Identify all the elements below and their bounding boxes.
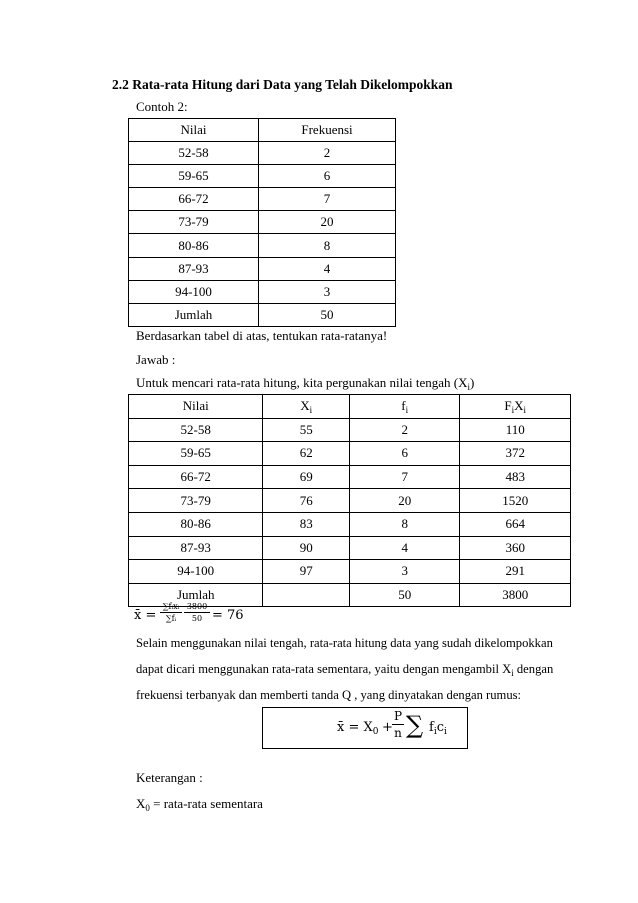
header-xi <box>263 395 350 419</box>
note-prefix: X <box>136 796 146 811</box>
paragraph-line-1: Selain menggunakan nilai tengah, rata-rata hitung data yang sudah dikelompokkan <box>136 636 553 650</box>
cell: 59-65 <box>129 165 259 188</box>
note-line-1 <box>136 796 263 813</box>
cell: 360 <box>460 536 571 560</box>
cell: 97 <box>263 560 350 584</box>
table-row <box>129 188 396 211</box>
box-lhs <box>337 720 378 737</box>
sigma-symbol: ∑ <box>406 711 424 739</box>
cell: 87-93 <box>129 536 263 560</box>
cell: 4 <box>259 257 396 280</box>
cell: Jumlah <box>129 583 263 607</box>
cell: 62 <box>263 442 350 466</box>
cell: 483 <box>460 465 571 489</box>
cell: 20 <box>259 211 396 234</box>
box-term-sub1: i <box>433 727 437 737</box>
paragraph-line-2-end: dengan <box>513 662 554 676</box>
section-heading: 2.2 Rata-rata Hitung dari Data yang Telah Dikelompokkan <box>112 77 453 92</box>
box-p: P <box>393 709 403 723</box>
cell: 7 <box>259 188 396 211</box>
box-lhs-sub: 0 <box>372 727 379 737</box>
box-n: n <box>394 726 402 740</box>
cell: 6 <box>259 165 396 188</box>
cell: 87-93 <box>129 257 259 280</box>
cell: 2 <box>350 418 460 442</box>
cell: 664 <box>460 512 571 536</box>
paragraph-line-3: frekuensi terbanyak dan memberti tanda Q , yang dinyatakan dengan rumus: <box>136 688 522 702</box>
cell: 8 <box>350 512 460 536</box>
box-term-c: c <box>436 720 444 735</box>
cell: 8 <box>259 234 396 257</box>
header-fixi-sub2: i <box>523 404 527 415</box>
midpoint-table <box>128 394 571 607</box>
mean-lhs: x̄ = <box>134 608 157 623</box>
formula-box <box>262 707 468 749</box>
cell: 90 <box>263 536 350 560</box>
cell: 83 <box>263 512 350 536</box>
cell: 52-58 <box>129 418 263 442</box>
method-text-sub: i <box>467 382 471 392</box>
header-xi-text: X <box>300 397 310 413</box>
header-nilai: Nilai <box>129 395 263 419</box>
header-frekuensi: Frekuensi <box>259 119 396 142</box>
table-row <box>129 418 571 442</box>
mean-den-value: 50 <box>191 614 203 623</box>
cell: 66-72 <box>129 188 259 211</box>
notes-label: Keterangan : <box>136 770 203 785</box>
cell: 50 <box>350 583 460 607</box>
table-row <box>129 536 571 560</box>
table-row <box>129 442 571 466</box>
cell: 69 <box>263 465 350 489</box>
method-text-main: Untuk mencari rata-rata hitung, kita pergunakan nilai tengah (X <box>136 375 468 390</box>
header-fi <box>350 395 460 419</box>
cell: 76 <box>263 489 350 513</box>
paragraph-line-2-main: dapat dicari menggunakan rata-rata sementara, yaitu dengan mengambil X <box>136 662 512 676</box>
table-row <box>129 257 396 280</box>
header-fixi <box>460 395 571 419</box>
cell <box>263 583 350 607</box>
question-text: Berdasarkan tabel di atas, tentukan rata-ratanya! <box>136 328 388 343</box>
cell: 110 <box>460 418 571 442</box>
box-term-f: f <box>429 720 434 735</box>
table-row <box>129 303 396 326</box>
header-nilai: Nilai <box>129 119 259 142</box>
example-label: Contoh 2: <box>136 99 188 114</box>
answer-label: Jawab : <box>136 352 176 367</box>
table-row <box>129 280 396 303</box>
table-row <box>129 489 571 513</box>
cell: 73-79 <box>129 489 263 513</box>
header-fixi-f: F <box>504 397 512 413</box>
cell: 4 <box>350 536 460 560</box>
table-row <box>129 142 396 165</box>
cell: 3 <box>350 560 460 584</box>
header-fi-sub: i <box>405 404 409 415</box>
paragraph-line-2-sub: i <box>511 668 514 678</box>
mean-numerator: ∑fᵢxᵢ <box>160 602 182 613</box>
frequency-table <box>128 118 396 327</box>
method-text-end: ) <box>470 375 475 390</box>
box-plus: + <box>382 720 393 735</box>
table-row <box>129 560 571 584</box>
table-row <box>129 512 571 536</box>
cell: 59-65 <box>129 442 263 466</box>
table-header-row <box>129 395 571 419</box>
paragraph-line-2 <box>136 662 553 678</box>
note-text: = rata-rata sementara <box>149 796 263 811</box>
cell: Jumlah <box>129 303 259 326</box>
mean-num-value: 3800 <box>184 602 210 613</box>
cell: 291 <box>460 560 571 584</box>
cell: 66-72 <box>129 465 263 489</box>
cell: 1520 <box>460 489 571 513</box>
header-xi-sub: i <box>309 404 313 415</box>
table-row <box>129 211 396 234</box>
cell: 50 <box>259 303 396 326</box>
method-text <box>136 375 474 392</box>
cell: 20 <box>350 489 460 513</box>
cell: 55 <box>263 418 350 442</box>
table-row <box>129 465 571 489</box>
cell: 3800 <box>460 583 571 607</box>
cell: 80-86 <box>129 512 263 536</box>
cell: 3 <box>259 280 396 303</box>
cell: 372 <box>460 442 571 466</box>
box-term-sub2: i <box>443 727 447 737</box>
box-term <box>429 720 447 737</box>
cell: 52-58 <box>129 142 259 165</box>
cell: 2 <box>259 142 396 165</box>
cell: 7 <box>350 465 460 489</box>
box-lhs-text: x̄ = X <box>337 720 373 735</box>
table-row <box>129 165 396 188</box>
cell: 94-100 <box>129 280 259 303</box>
header-fixi-sub1: i <box>511 404 515 415</box>
note-sub: 0 <box>145 803 150 813</box>
header-fi-text: f <box>401 397 406 413</box>
table-header-row <box>129 119 396 142</box>
cell: 80-86 <box>129 234 259 257</box>
mean-result: = 76 <box>212 608 244 623</box>
table-row <box>129 234 396 257</box>
mean-denominator: ∑fᵢ <box>165 614 177 623</box>
cell: 73-79 <box>129 211 259 234</box>
cell: 94-100 <box>129 560 263 584</box>
header-fixi-x: X <box>514 397 524 413</box>
cell: 6 <box>350 442 460 466</box>
